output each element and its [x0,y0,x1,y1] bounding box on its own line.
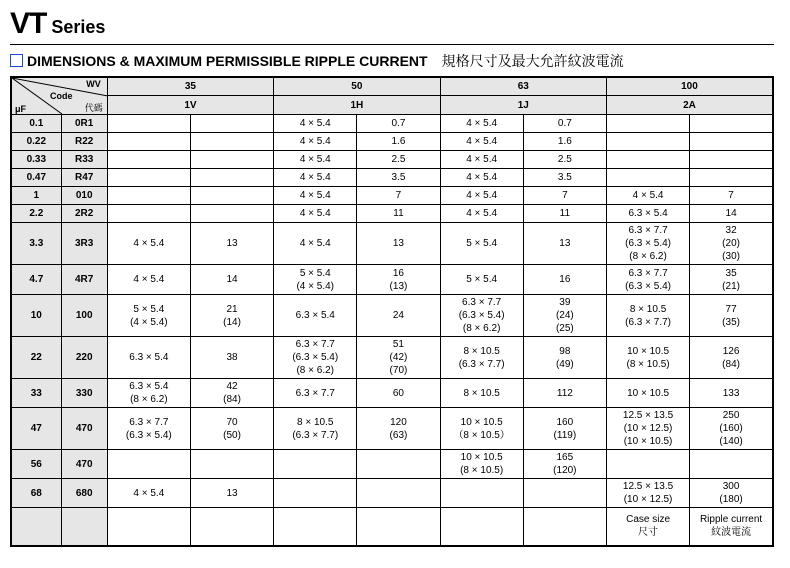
ripple-current-cell [190,408,273,450]
case-size-cell [606,265,689,295]
ripple-current-cell [690,169,773,187]
ripple-current-cell [357,479,440,508]
ripple-current-cell [523,408,606,450]
case-size-cell-line: 6.3 × 7.7 [462,297,502,308]
ripple-current-cell-line: 98 [559,345,571,357]
code-cell: 2R2 [61,205,107,223]
ripple-current-cell-line: (21) [722,280,740,292]
case-size-cell-line: 10 × 10.5 [627,345,670,357]
case-size-cell-line: 10 × 10.5 [460,452,503,463]
ripple-current-cell [523,337,606,379]
ripple-current-cell-line: 16 [392,267,404,279]
case-size-cell [440,295,523,337]
ripple-current-cell: 13 [523,223,606,265]
code-cell: 0R1 [61,115,107,133]
ripple-current-cell-line: 35 [725,267,737,279]
ripple-current-cell-line: (70) [389,365,408,376]
case-size-cell [274,337,357,379]
case-size-cell [606,408,689,450]
case-size-cell: 4 × 5.4 [606,187,689,205]
table-row [11,115,773,133]
ripple-current-cell: 16 [523,265,606,295]
ripple-current-cell: 11 [357,205,440,223]
case-size-cell: 10 × 10.5 [606,379,689,408]
case-size-cell-line: (10 × 10.5) [623,436,673,447]
case-size-cell: 4 × 5.4 [440,133,523,151]
table-row [11,133,773,151]
ripple-current-cell: 14 [690,205,773,223]
table-row [11,265,773,295]
legend-empty-cell [190,508,273,546]
code-header: 1V [107,96,273,115]
ripple-current-cell [190,115,273,133]
table-row [11,169,773,187]
ripple-current-cell-line: (50) [223,429,241,441]
case-size-cell: 4 × 5.4 [274,205,357,223]
ripple-current-cell [690,450,773,479]
ripple-current-cell [690,479,773,508]
case-size-cell [606,169,689,187]
case-size-cell-line: (8 × 6.2) [130,394,168,405]
case-size-cell-line: 6.3 × 7.7 [628,225,668,236]
code-header: 2A [606,96,773,115]
case-size-cell-line: 8 × 10.5 [297,416,334,428]
legend-empty-cell [11,508,61,546]
corner-cell [11,77,107,115]
table-row [11,450,773,479]
code-cell: 4R7 [61,265,107,295]
table-row [11,151,773,169]
ripple-current-cell: 0.7 [357,115,440,133]
case-size-cell: 4 × 5.4 [107,223,190,265]
case-size-cell-line: (6.3 × 7.7) [458,358,505,370]
ripple-current-cell [190,295,273,337]
ripple-current-cell: 133 [690,379,773,408]
ripple-current-cell-line: 42 [226,381,238,392]
code-cell: 100 [61,295,107,337]
ripple-current-cell-line: (42) [389,352,408,363]
case-size-cell [606,295,689,337]
corner-code-zh-label: 代碼 [84,104,103,114]
ripple-current-cell-line: (13) [389,280,408,292]
ripple-current-cell-line: (30) [722,251,740,262]
ripple-current-cell: 7 [523,187,606,205]
capacitance-cell: 33 [11,379,61,408]
case-size-cell: 4 × 5.4 [440,187,523,205]
table-row [11,295,773,337]
capacitance-cell: 0.33 [11,151,61,169]
code-cell: 010 [61,187,107,205]
case-size-cell: 4 × 5.4 [440,115,523,133]
code-header: 1H [274,96,440,115]
case-size-cell-line: 6.3 × 7.7 [295,339,335,350]
case-size-cell-line: 12.5 × 13.5 [622,410,674,421]
case-size-cell [606,450,689,479]
legend-case-size-en: Case size [626,514,670,526]
case-size-cell-line: (8 × 6.2) [296,365,334,376]
case-size-cell [107,115,190,133]
case-size-cell: 4 × 5.4 [274,169,357,187]
ripple-current-cell-line: (63) [389,429,408,441]
case-size-cell-line: (10 × 12.5) [623,423,673,434]
series-title [10,8,105,40]
case-size-cell-line: (8 × 10.5) [460,465,504,476]
ripple-current-cell-line: (140) [719,436,743,447]
case-size-cell-line: (8 × 6.2) [629,251,667,262]
wv-header: 100 [606,77,773,96]
case-size-cell [274,408,357,450]
ripple-current-cell [357,450,440,479]
code-cell: 470 [61,450,107,479]
case-size-cell-line: 12.5 × 13.5 [622,481,674,492]
legend-empty-cell [440,508,523,546]
header-row-wv [11,77,773,96]
ripple-current-cell: 2.5 [357,151,440,169]
case-size-cell: 6.3 × 7.7 [274,379,357,408]
ripple-current-cell: 38 [190,337,273,379]
case-size-cell [440,450,523,479]
wv-header: 35 [107,77,273,96]
ripple-current-cell-line: (84) [223,394,241,405]
case-size-cell [440,479,523,508]
table-row [11,479,773,508]
case-size-cell [440,408,523,450]
ripple-current-cell [690,265,773,295]
code-cell: 680 [61,479,107,508]
case-size-cell: 4 × 5.4 [440,205,523,223]
series-word: Series [51,17,106,37]
capacitance-cell: 3.3 [11,223,61,265]
case-size-cell [606,133,689,151]
case-size-cell [107,379,190,408]
case-size-cell: 6.3 × 5.4 [274,295,357,337]
corner-uf-label: μF [15,104,27,114]
section-title-zh: 規格尺寸及最大允許紋波電流 [441,54,624,70]
code-header: 1J [440,96,606,115]
ripple-current-cell-line: (84) [722,358,740,370]
case-size-cell-line: (6.3 × 5.4) [625,238,671,249]
header-row-code [11,96,773,115]
case-size-cell-line: 5 × 5.4 [299,267,331,279]
case-size-cell: 4 × 5.4 [274,187,357,205]
case-size-cell-line: (6.3 × 5.4) [458,310,505,321]
case-size-cell [107,295,190,337]
ripple-current-cell [690,223,773,265]
case-size-cell [107,151,190,169]
ripple-current-cell: 24 [357,295,440,337]
case-size-cell-line: 6.3 × 5.4 [129,381,169,392]
ripple-current-cell: 3.5 [357,169,440,187]
ripple-current-cell-line: 165 [556,452,574,463]
case-size-cell-line: 6.3 × 7.7 [129,416,169,428]
capacitance-cell: 2.2 [11,205,61,223]
case-size-cell [606,223,689,265]
ripple-current-cell-line: (160) [719,423,743,434]
ripple-current-cell-line: (24) [555,310,574,321]
legend-ripple-current-en: Ripple current [699,514,763,526]
ripple-current-cell [523,450,606,479]
code-cell: R22 [61,133,107,151]
ripple-current-cell [690,133,773,151]
capacitance-cell: 47 [11,408,61,450]
wv-header: 50 [274,77,440,96]
ripple-current-cell-line: 300 [722,481,740,492]
ripple-current-cell [190,379,273,408]
ripple-current-cell: 13 [357,223,440,265]
ripple-current-cell [690,408,773,450]
case-size-cell [107,408,190,450]
ripple-current-cell: 13 [190,479,273,508]
ripple-current-cell-line: (119) [553,429,577,441]
legend-case-size-zh: 尺寸 [638,527,659,539]
case-size-cell [606,337,689,379]
case-size-cell: 6.3 × 5.4 [606,205,689,223]
ripple-current-cell [357,265,440,295]
series-name: VT [10,7,47,40]
case-size-cell-line: （8 × 10.5） [453,429,510,441]
case-size-cell: 4 × 5.4 [107,265,190,295]
legend-empty-cell [357,508,440,546]
case-size-cell: 8 × 10.5 [440,379,523,408]
ripple-current-cell-line: 120 [390,416,407,428]
case-size-cell: 4 × 5.4 [274,151,357,169]
capacitance-cell: 68 [11,479,61,508]
case-size-cell [606,115,689,133]
capacitance-cell: 0.1 [11,115,61,133]
case-size-cell-line: (8 × 6.2) [462,323,501,334]
code-cell: R47 [61,169,107,187]
code-cell: 330 [61,379,107,408]
ripple-current-cell-line: (35) [722,316,740,328]
ripple-current-cell [357,337,440,379]
case-size-cell [606,151,689,169]
ripple-current-cell: 7 [690,187,773,205]
capacitance-cell: 1 [11,187,61,205]
legend-row [11,508,773,546]
section-title-en: DIMENSIONS & MAXIMUM PERMISSIBLE RIPPLE CURRENT [27,53,428,69]
ripple-current-cell: 1.6 [357,133,440,151]
case-size-cell-line: (6.3 × 7.7) [625,316,671,328]
ripple-current-cell-line: (180) [719,494,743,505]
code-cell: 470 [61,408,107,450]
ripple-current-cell-line: (25) [555,323,574,334]
case-size-cell: 4 × 5.4 [107,479,190,508]
table-row [11,187,773,205]
case-size-cell-line: (6.3 × 5.4) [292,352,339,363]
ripple-current-cell-line: (49) [555,358,574,370]
legend-ripple-current [690,508,773,546]
ripple-current-cell [523,295,606,337]
case-size-cell [107,450,190,479]
spec-table [10,76,774,547]
case-size-cell [107,133,190,151]
ripple-current-cell [357,408,440,450]
case-size-cell [107,187,190,205]
case-size-cell-line: (6.3 × 7.7) [292,429,339,441]
table-row [11,205,773,223]
case-size-cell-line: 10 × 10.5 [460,416,503,428]
case-size-cell: 4 × 5.4 [274,115,357,133]
case-size-cell: 5 × 5.4 [440,265,523,295]
case-size-cell-line: 5 × 5.4 [133,303,165,315]
ripple-current-cell [190,205,273,223]
ripple-current-cell [190,133,273,151]
ripple-current-cell-line: (120) [553,465,577,476]
case-size-cell-line: (6.3 × 5.4) [125,429,172,441]
code-cell: 3R3 [61,223,107,265]
legend-ripple-current-zh: 紋波電流 [711,527,752,539]
ripple-current-cell [690,151,773,169]
case-size-cell-line: (8 × 10.5) [626,358,670,370]
case-size-cell [107,169,190,187]
case-size-cell [107,205,190,223]
table-row [11,337,773,379]
corner-wv-label: WV [86,79,101,89]
case-size-cell [440,337,523,379]
case-size-cell-line: (6.3 × 5.4) [625,280,671,292]
ripple-current-cell: 1.6 [523,133,606,151]
ripple-current-cell: 3.5 [523,169,606,187]
case-size-cell [606,479,689,508]
case-size-cell-line: (4 × 5.4) [130,316,168,328]
capacitance-cell: 56 [11,450,61,479]
capacitance-cell: 0.22 [11,133,61,151]
ripple-current-cell-line: 21 [226,303,238,315]
ripple-current-cell-line: 32 [725,225,737,236]
ripple-current-cell [690,337,773,379]
case-size-cell-line: (10 × 12.5) [623,494,673,505]
capacitance-cell: 22 [11,337,61,379]
ripple-current-cell: 7 [357,187,440,205]
table-row [11,408,773,450]
ripple-current-cell-line: (20) [722,238,740,249]
capacitance-cell: 4.7 [11,265,61,295]
case-size-cell: 4 × 5.4 [440,169,523,187]
ripple-current-cell [690,295,773,337]
case-size-cell-line: 6.3 × 7.7 [628,267,668,279]
title-divider [10,44,774,45]
legend-case-size [606,508,689,546]
legend-empty-cell [523,508,606,546]
ripple-current-cell-line: (14) [223,316,241,328]
ripple-current-cell [190,169,273,187]
ripple-current-cell: 112 [523,379,606,408]
ripple-current-cell-line: 160 [556,416,574,428]
ripple-current-cell-line: 77 [725,303,737,315]
section-heading [10,51,624,71]
legend-empty-cell [274,508,357,546]
capacitance-cell: 0.47 [11,169,61,187]
ripple-current-cell: 11 [523,205,606,223]
ripple-current-cell [690,115,773,133]
ripple-current-cell-line: 70 [226,416,238,428]
wv-header: 63 [440,77,606,96]
ripple-current-cell: 60 [357,379,440,408]
ripple-current-cell [523,479,606,508]
table-row [11,223,773,265]
ripple-current-cell [190,151,273,169]
case-size-cell-line: (4 × 5.4) [296,280,334,292]
case-size-cell [274,479,357,508]
case-size-cell [274,265,357,295]
ripple-current-cell-line: 126 [722,345,740,357]
case-size-cell: 4 × 5.4 [274,133,357,151]
ripple-current-cell-line: 39 [559,297,571,308]
ripple-current-cell: 13 [190,223,273,265]
code-cell: R33 [61,151,107,169]
legend-empty-cell [107,508,190,546]
case-size-cell: 5 × 5.4 [440,223,523,265]
capacitance-cell: 10 [11,295,61,337]
legend-empty-cell [61,508,107,546]
case-size-cell: 4 × 5.4 [274,223,357,265]
ripple-current-cell [190,187,273,205]
ripple-current-cell: 2.5 [523,151,606,169]
case-size-cell-line: 8 × 10.5 [463,345,500,357]
table-row [11,379,773,408]
ripple-current-cell-line: 51 [392,339,404,350]
square-bullet-icon [10,54,23,67]
ripple-current-cell [190,450,273,479]
ripple-current-cell: 14 [190,265,273,295]
case-size-cell: 4 × 5.4 [440,151,523,169]
ripple-current-cell: 0.7 [523,115,606,133]
code-cell: 220 [61,337,107,379]
case-size-cell-line: 8 × 10.5 [629,303,667,315]
ripple-current-cell-line: 250 [722,410,740,421]
case-size-cell [274,450,357,479]
case-size-cell: 6.3 × 5.4 [107,337,190,379]
corner-code-label: Code [50,91,73,101]
